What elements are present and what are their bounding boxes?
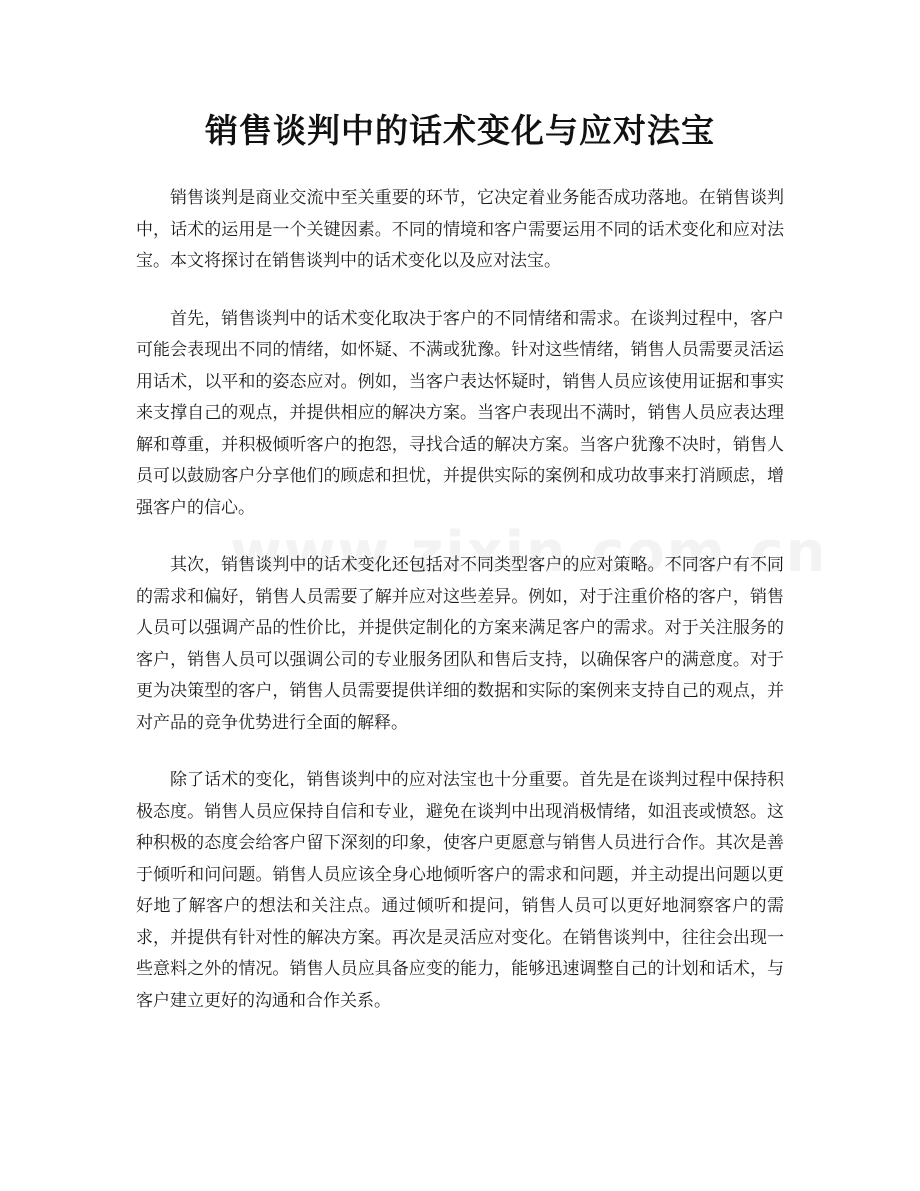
paragraph-strategies: 除了话术的变化，销售谈判中的应对法宝也十分重要。首先是在谈判过程中保持积极态度。销售人员应保持自信和专业，避免在谈判中出现消极情绪，如沮丧或愤怒。这种积极的态度会给客户留下深刻的印象，使客户更愿意与销售人员进行合作。其次是善于倾听和问问题。销售人员应该全身心地倾听客户的需求和问题，并主动提出问题以更好地了解客户的想法和关注点。通过倾听和提问，销售人员可以更好地洞察客户的需求，并提供有针对性的解决方案。再次是灵活应对变化。在销售谈判中，往往会出现一些意料之外的情况。销售人员应具备应变的能力，能够迅速调整自己的计划和话术，与客户建立更好的沟通和合作关系。	[136, 770, 784, 1011]
paragraph-emotions: 首先，销售谈判中的话术变化取决于客户的不同情绪和需求。在谈判过程中，客户可能会表现出不同的情绪，如怀疑、不满或犹豫。针对这些情绪，销售人员需要灵活运用话术，以平和的姿态应对。例如，当客户表达怀疑时，销售人员应该使用证据和事实来支撑自己的观点，并提供相应的解决方案。当客户表现出不满时，销售人员应表达理解和尊重，并积极倾听客户的抱怨，寻找合适的解决方案。当客户犹豫不决时，销售人员可以鼓励客户分享他们的顾虑和担忧，并提供实际的案例和成功故事来打消顾虑，增强客户的信心。	[136, 308, 784, 518]
paragraph-intro: 销售谈判是商业交流中至关重要的环节，它决定着业务能否成功落地。在销售谈判中，话术的运用是一个关键因素。不同的情境和客户需要运用不同的话术变化和应对法宝。本文将探讨在销售谈判中的话术变化以及应对法宝。	[136, 188, 784, 271]
document-body	[136, 183, 784, 1043]
paragraph-customer-types: 其次，销售谈判中的话术变化还包括对不同类型客户的应对策略。不同客户有不同的需求和偏好，销售人员需要了解并应对这些差异。例如，对于注重价格的客户，销售人员可以强调产品的性价比，并提供定制化的方案来满足客户的需求。对于关注服务的客户，销售人员可以强调公司的专业服务团队和售后支持，以确保客户的满意度。对于更为决策型的客户，销售人员需要提供详细的数据和实际的案例来支持自己的观点，并对产品的竞争优势进行全面的解释。	[136, 555, 784, 733]
page-title: 销售谈判中的话术变化与应对法宝	[205, 111, 715, 150]
